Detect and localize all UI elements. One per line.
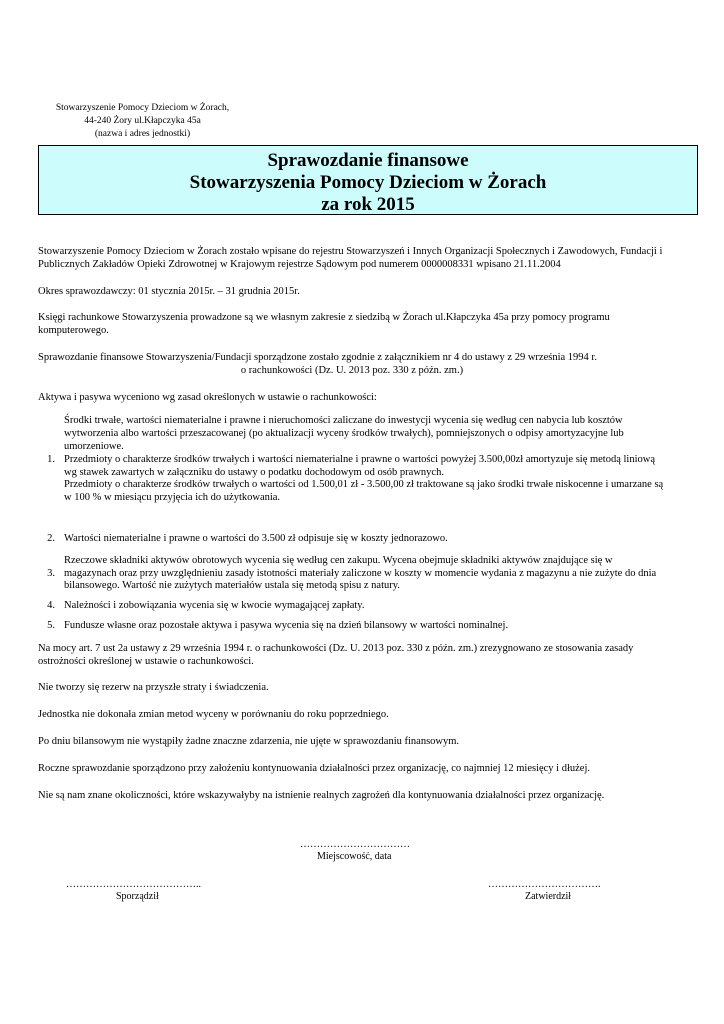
going-concern-paragraph: Roczne sprawozdanie sporządzono przy założeniu kontynuowania działalności przez organizację, co najmniej 12 miesięcy i dłużej. bbox=[38, 762, 591, 774]
item-text: Fundusze własne oraz pozostałe aktywa i pasywa wycenia się na dzień bilansowy w wartości nominalnej. bbox=[64, 619, 509, 631]
item-number: 4. bbox=[47, 600, 55, 612]
compliance-line-2: o rachunkowości (Dz. U. 2013 poz. 330 z późn. zm.) bbox=[240, 364, 464, 376]
org-caption: (nazwa i adres jednostki) bbox=[94, 129, 191, 139]
item-text: Przedmioty o charakterze środków trwałych o wartości od 1.500,01 zł - 3.500,00 zł traktowane są jako środki trwałe niskocenne i umarzane są w 100 % w miesiącu przyjęcia ich do użytkowania. bbox=[64, 479, 664, 504]
list-item bbox=[38, 600, 666, 613]
list-item bbox=[38, 620, 666, 633]
org-name: Stowarzyszenie Pomocy Dzieciom w Żorach, bbox=[55, 103, 230, 113]
approved-by-line: ……………………………. bbox=[488, 879, 601, 890]
item-text: Należności i zobowiązania wycenia się w kwocie wymagającej zapłaty. bbox=[64, 600, 365, 612]
books-paragraph: Księgi rachunkowe Stowarzyszenia prowadzone są we własnym zakresie z siedzibą w Żorach ul.Kłapczyka 45a przy pomocy programu komputerowego. bbox=[38, 312, 610, 337]
item-number: 2. bbox=[47, 532, 55, 544]
report-title-box bbox=[38, 145, 698, 215]
prepared-by-line: ………………………………….. bbox=[66, 879, 201, 890]
organization-header bbox=[30, 102, 255, 141]
item-number: 5. bbox=[47, 619, 55, 631]
item-text: Środki trwałe, wartości niematerialne i prawne i nieruchomości zaliczane do inwestycji wycenia się według cen nabycia lub kosztów wytworzenia albo wartości przeszacowanej (po aktualizacji wyceny środków trwałych), pomniejszonych o odpisy amortyzacyjne lub umorzeniowe. bbox=[64, 415, 624, 452]
place-date-label: Miejscowość, data bbox=[317, 851, 392, 862]
valuation-list bbox=[38, 415, 666, 632]
reserves-paragraph: Nie tworzy się rezerw na przyszłe straty i świadczenia. bbox=[38, 682, 269, 694]
list-item bbox=[38, 555, 666, 593]
title-line-3: za rok 2015 bbox=[321, 194, 415, 215]
compliance-line-1: Sprawozdanie finansowe Stowarzyszenia/Fundacji sporządzone zostało zgodnie z załącznikiem nr 4 do ustawy z 29 września 1994 r. bbox=[38, 351, 597, 363]
item-number: 3. bbox=[47, 567, 55, 579]
waiver-paragraph: Na mocy art. 7 ust 2a ustawy z 29 września 1994 r. o rachunkowości (Dz. U. 2013 poz. 330 z późn. zm.) zrezygnowano ze stosowania zasady ostrożności określonej w ustawie o rachunkowości. bbox=[38, 642, 634, 667]
no-events-paragraph: Po dniu bilansowym nie wystąpiły żadne znaczne zdarzenia, nie ujęte w sprawozdaniu finansowym. bbox=[38, 735, 460, 747]
valuation-intro: Aktywa i pasywa wyceniono wg zasad określonych w ustawie o rachunkowości: bbox=[38, 391, 377, 403]
prepared-by-label: Sporządził bbox=[116, 891, 159, 902]
item-text: Rzeczowe składniki aktywów obrotowych wycenia się według cen zakupu. Wycena obejmuje składniki aktywów znajdujące się w magazynach oraz przy uwzględnieniu zasady istotności materiały zaliczone w koszty w momencie wydania z magazynu a nie zużyte do dnia bilansowego. Wartość nie zużytych materiałów ustala się metodą spisu z natury. bbox=[64, 554, 657, 592]
place-date-line: …………………………… bbox=[300, 839, 410, 850]
item-text: Wartości niematerialne i prawne o wartości do 3.500 zł odpisuje się w koszty jednorazowo. bbox=[64, 532, 448, 544]
item-number: 1. bbox=[47, 453, 55, 465]
list-item bbox=[38, 533, 666, 546]
item-text: Przedmioty o charakterze środków trwałych i wartości niematerialne i prawne o wartości powyżej 3.500,00zł amortyzuje się metodą liniową wg stawek zawartych w załączniku do ustawy o podatku dochodowym od osób prawnych. bbox=[64, 453, 656, 478]
list-item bbox=[38, 415, 666, 505]
title-line-2: Stowarzyszenia Pomocy Dzieciom w Żorach bbox=[189, 172, 547, 193]
no-threats-paragraph: Nie są nam znane okoliczności, które wskazywałyby na istnienie realnych zagrożeń dla kontynuowania działalności przez organizację. bbox=[38, 789, 605, 801]
org-address: 44-240 Żory ul.Kłapczyka 45a bbox=[84, 116, 201, 126]
no-changes-paragraph: Jednostka nie dokonała zmian metod wyceny w porównaniu do roku poprzedniego. bbox=[38, 709, 389, 721]
period-paragraph: Okres sprawozdawczy: 01 stycznia 2015r. – 31 grudnia 2015r. bbox=[38, 285, 300, 297]
report-body bbox=[38, 246, 666, 802]
registration-paragraph: Stowarzyszenie Pomocy Dzieciom w Żorach zostało wpisane do rejestru Stowarzyszeń i Innych Organizacji Społecznych i Zawodowych, Fundacji i Publicznych Zakładów Opieki Zdrowotnej w Krajowym rejestrze Sądowym pod numerem 0000008331 wpisano 21.11.2004 bbox=[38, 246, 663, 270]
approved-by-label: Zatwierdził bbox=[525, 891, 572, 902]
title-line-1: Sprawozdanie finansowe bbox=[267, 150, 469, 171]
